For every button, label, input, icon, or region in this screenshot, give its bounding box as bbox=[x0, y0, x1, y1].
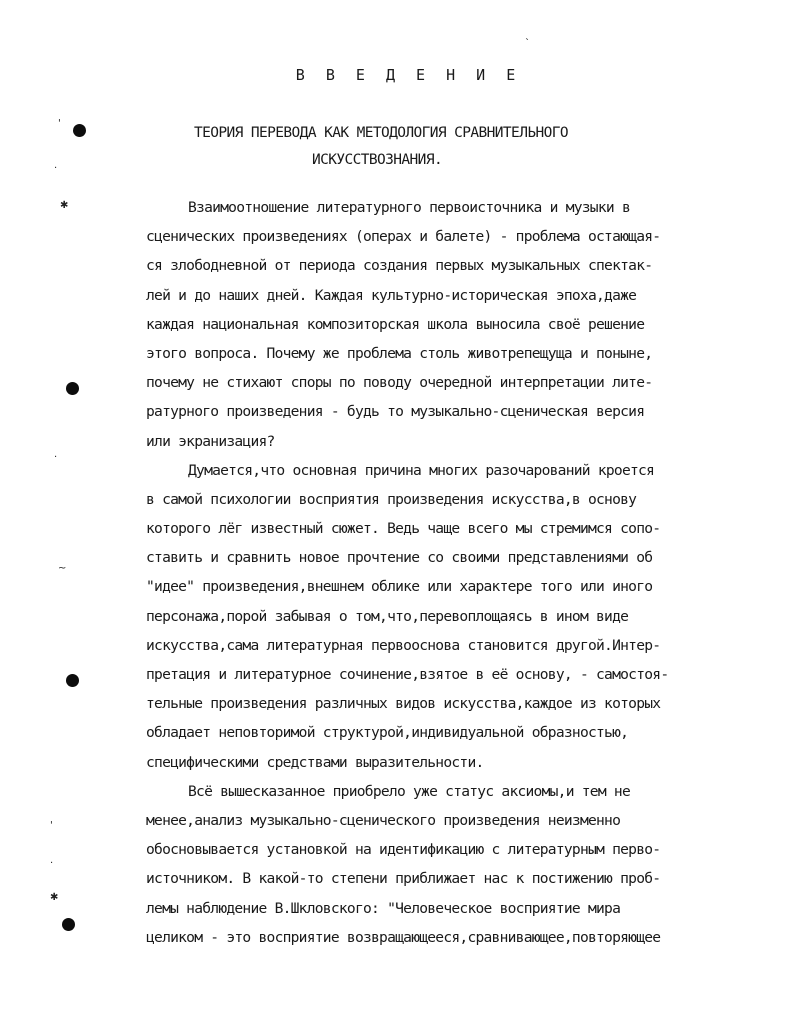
text-line: "идее" произведения,внешнем облике или характере того или иного bbox=[146, 578, 653, 596]
text-line: претация и литературное сочинение,взятое в её основу, - самостоя- bbox=[146, 666, 669, 683]
text-line: ставить и сравнить новое прочтение со своими представлениями об bbox=[146, 549, 653, 567]
body-text bbox=[146, 193, 746, 952]
text-line: лемы наблюдение В.Шкловского: "Человеческое восприятие мира bbox=[146, 899, 621, 917]
text-line: менее,анализ музыкально-сценического произведения неизменно bbox=[146, 811, 621, 829]
subtitle-line: ТЕОРИЯ ПЕРЕВОДА КАК МЕТОДОЛОГИЯ СРАВНИТЕЛЬНОГО bbox=[194, 125, 568, 141]
text-line: этого вопроса. Почему же проблема столь животрепещуща и поныне, bbox=[146, 344, 653, 362]
text-line: обладает неповторимой структурой,индивидуальной образностью, bbox=[146, 724, 629, 742]
scan-speck: ✱ bbox=[50, 892, 59, 903]
text-line: которого лёг известный сюжет. Ведь чаще всего мы стремимся сопо- bbox=[146, 520, 661, 538]
text-line: Всё вышесказанное приобрело уже статус аксиомы,и тем не bbox=[188, 782, 630, 800]
page-title: В В Е Д Е Н И Е bbox=[295, 66, 522, 84]
text-line: тельные произведения различных видов искусства,каждое из которых bbox=[146, 695, 661, 713]
punch-hole bbox=[66, 382, 79, 395]
text-line: искусства,сама литературная первооснова становится другой.Интер- bbox=[146, 636, 661, 654]
punch-hole bbox=[62, 918, 75, 931]
text-line: обосновывается установкой на идентификацию с литературным перво- bbox=[146, 841, 661, 859]
text-line: ся злободневной от периода создания первых музыкальных спектак- bbox=[146, 257, 653, 275]
text-line: персонажа,порой забывая о том,что,перевоплощаясь в ином виде bbox=[146, 607, 629, 625]
subtitle-line: ИСКУССТВОЗНАНИЯ. bbox=[312, 152, 443, 168]
scan-speck: ' bbox=[58, 118, 61, 129]
scan-speck: · bbox=[54, 452, 58, 463]
text-line: источником. В какой-то степени приближает нас к постижению проб- bbox=[146, 870, 661, 888]
scan-speck: ~ bbox=[58, 563, 67, 574]
text-line: Взаимоотношение литературного первоисточника и музыки в bbox=[188, 199, 630, 216]
text-line: специфическими средствами выразительности. bbox=[146, 753, 484, 771]
text-line: лей и до наших дней. Каждая культурно-историческая эпоха,даже bbox=[146, 286, 637, 304]
section-subtitle bbox=[150, 120, 750, 174]
punch-hole bbox=[73, 124, 86, 137]
text-line: ратурного произведения - будь то музыкально-сценическая версия bbox=[146, 403, 645, 421]
scan-speck: ✱ bbox=[60, 200, 69, 211]
text-line: каждая национальная композиторская школа выносила своё решение bbox=[146, 315, 645, 333]
text-line: в самой психологии восприятия произведения искусства,в основу bbox=[146, 490, 637, 508]
scan-speck: ˋ bbox=[525, 38, 530, 49]
scan-speck: · bbox=[54, 163, 58, 174]
text-line: целиком - это восприятие возвращающееся,сравнивающее,повторяющее bbox=[146, 928, 661, 946]
text-line: Думается,что основная причина многих разочарований кроется bbox=[188, 461, 655, 479]
scan-speck: · bbox=[50, 858, 54, 869]
text-line: почему не стихают споры по поводу очередной интерпретации лите- bbox=[146, 374, 653, 392]
text-line: сценических произведениях (операх и балете) - проблема остающая- bbox=[146, 228, 661, 246]
scan-speck: ' bbox=[50, 820, 53, 831]
text-line: или экранизация? bbox=[146, 432, 275, 450]
punch-hole bbox=[66, 674, 79, 687]
